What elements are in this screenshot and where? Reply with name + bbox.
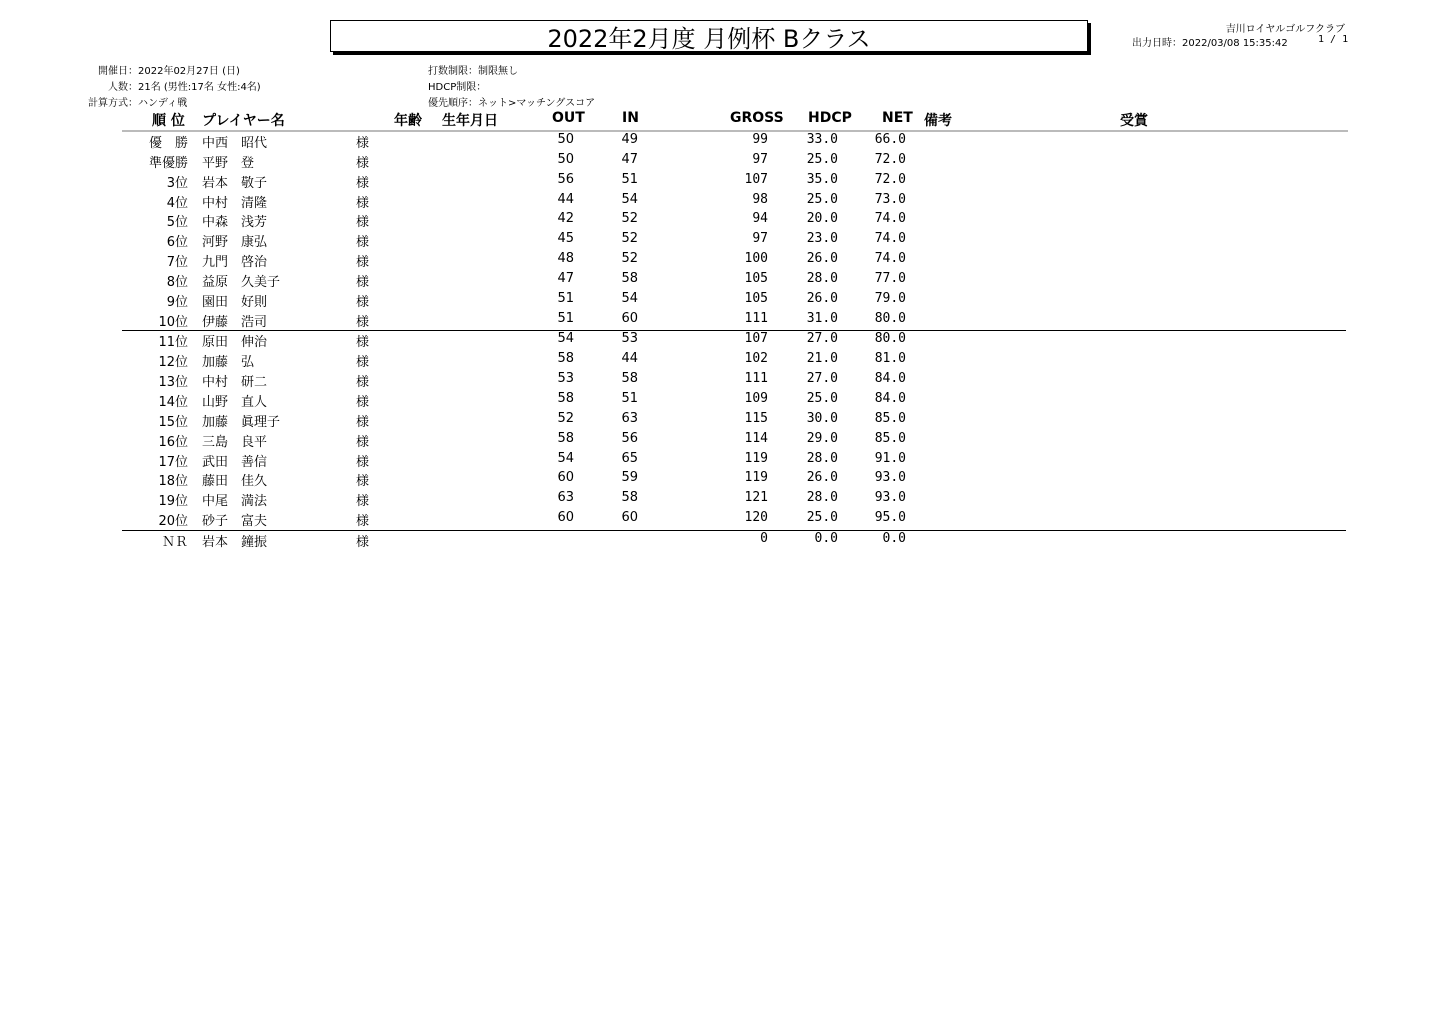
rank-cell: 20位 <box>158 514 188 530</box>
in-cell: 49 <box>621 132 638 147</box>
honorific-cell: 様 <box>356 434 370 450</box>
net-cell: 74.0 <box>874 251 906 267</box>
hdcp-cell: 26.0 <box>806 470 838 486</box>
net-cell: 85.0 <box>874 410 906 426</box>
table-row <box>122 291 1346 311</box>
honorific-cell: 様 <box>356 474 370 490</box>
header-hdcp: HDCP <box>808 110 852 126</box>
honorific-cell: 様 <box>356 454 370 470</box>
in-cell: 56 <box>621 430 638 446</box>
hdcp-cell: 0.0 <box>814 530 838 546</box>
table-row <box>122 231 1346 251</box>
net-cell: 80.0 <box>874 331 906 347</box>
header-birthdate: 生年月日 <box>442 113 498 129</box>
table-row <box>122 351 1346 371</box>
in-cell: 52 <box>621 251 638 267</box>
gross-cell: 115 <box>744 410 768 426</box>
table-row <box>122 371 1346 391</box>
rank-cell: 11位 <box>158 335 188 351</box>
net-cell: 0.0 <box>882 530 906 546</box>
hdcp-cell: 35.0 <box>806 171 838 187</box>
gross-cell: 97 <box>752 231 768 247</box>
out-cell: 60 <box>557 510 574 526</box>
table-row <box>122 271 1346 291</box>
hdcp-cell: 26.0 <box>806 290 838 306</box>
player-name-cell: 九門 啓治 <box>202 255 268 271</box>
meta-date-label: 開催日： <box>98 66 138 77</box>
player-name-cell: 藤田 佳久 <box>202 474 268 490</box>
meta-calc-value: ハンディ戦 <box>138 98 188 109</box>
rank-cell: 16位 <box>158 434 188 450</box>
in-cell: 44 <box>621 351 638 367</box>
meta-calc <box>82 94 187 109</box>
header-age: 年齢 <box>394 113 422 129</box>
net-cell: 81.0 <box>874 351 906 367</box>
gross-cell: 111 <box>744 371 768 387</box>
gross-cell: 109 <box>744 390 768 406</box>
honorific-cell: 様 <box>356 414 370 430</box>
in-cell: 53 <box>621 331 638 347</box>
net-cell: 93.0 <box>874 470 906 486</box>
rank-cell: 9位 <box>166 294 188 310</box>
rank-cell: 6位 <box>166 235 188 251</box>
net-cell: 84.0 <box>874 371 906 387</box>
out-cell: 58 <box>557 430 574 446</box>
player-name-cell: 園田 好則 <box>202 294 268 310</box>
player-name-cell: 益原 久美子 <box>202 274 281 290</box>
honorific-cell: 様 <box>356 235 370 251</box>
table-header <box>122 110 1348 132</box>
net-cell: 93.0 <box>874 490 906 506</box>
player-name-cell: 中村 研二 <box>202 375 268 391</box>
honorific-cell: 様 <box>356 294 370 310</box>
out-cell: 50 <box>557 132 574 147</box>
rank-cell: 12位 <box>158 355 188 371</box>
out-cell: 51 <box>557 290 574 306</box>
out-cell: 54 <box>557 450 574 466</box>
gross-cell: 114 <box>744 430 768 446</box>
out-cell: 63 <box>557 490 574 506</box>
table-row <box>122 132 1346 152</box>
honorific-cell: 様 <box>356 494 370 510</box>
table-row <box>122 510 1346 531</box>
hdcp-cell: 25.0 <box>806 191 838 207</box>
honorific-cell: 様 <box>356 534 370 550</box>
gross-cell: 107 <box>744 171 768 187</box>
gross-cell: 98 <box>752 191 768 207</box>
header-rank: 順 位 <box>152 113 185 129</box>
table-row <box>122 331 1346 351</box>
rank-cell: 5位 <box>166 215 188 231</box>
out-cell: 48 <box>557 251 574 267</box>
page-number: 1 / 1 <box>1318 34 1349 45</box>
hdcp-cell: 27.0 <box>806 371 838 387</box>
rank-cell: 19位 <box>158 494 188 510</box>
hdcp-cell: 26.0 <box>806 251 838 267</box>
net-cell: 73.0 <box>874 191 906 207</box>
hdcp-cell: 31.0 <box>806 310 838 326</box>
meta-priority: 優先順序：ネット>マッチングスコア <box>428 98 596 109</box>
honorific-cell: 様 <box>356 375 370 391</box>
net-cell: 80.0 <box>874 310 906 326</box>
table-row <box>122 451 1346 471</box>
table-row <box>122 470 1346 490</box>
meta-people-label: 人数： <box>108 82 138 93</box>
in-cell: 58 <box>621 490 638 506</box>
header-player-name: プレイヤー名 <box>202 113 285 129</box>
hdcp-cell: 25.0 <box>806 390 838 406</box>
gross-cell: 102 <box>744 351 768 367</box>
gross-cell: 105 <box>744 290 768 306</box>
hdcp-cell: 28.0 <box>806 490 838 506</box>
honorific-cell: 様 <box>356 394 370 410</box>
header-award: 受賞 <box>1120 113 1148 129</box>
gross-cell: 0 <box>760 530 768 546</box>
table-row <box>122 251 1346 271</box>
table-row <box>122 211 1346 231</box>
table-row <box>122 391 1346 411</box>
hdcp-cell: 29.0 <box>806 430 838 446</box>
out-cell: 56 <box>557 171 574 187</box>
player-name-cell: 原田 伸治 <box>202 335 268 351</box>
out-cell: 42 <box>557 211 574 227</box>
gross-cell: 94 <box>752 211 768 227</box>
results-table <box>122 132 1346 551</box>
gross-cell: 105 <box>744 270 768 286</box>
report-title: 2022年2月度 月例杯 Bクラス <box>330 20 1088 52</box>
rank-cell: 10位 <box>158 314 188 330</box>
player-name-cell: 中尾 満法 <box>202 494 268 510</box>
in-cell: 51 <box>621 390 638 406</box>
honorific-cell: 様 <box>356 175 370 191</box>
hdcp-cell: 28.0 <box>806 450 838 466</box>
hdcp-cell: 21.0 <box>806 351 838 367</box>
honorific-cell: 様 <box>356 274 370 290</box>
honorific-cell: 様 <box>356 195 370 211</box>
in-cell: 58 <box>621 270 638 286</box>
hdcp-cell: 28.0 <box>806 270 838 286</box>
meta-hdcp-limit: HDCP制限： <box>428 82 487 93</box>
hdcp-cell: 30.0 <box>806 410 838 426</box>
honorific-cell: 様 <box>356 355 370 371</box>
in-cell: 58 <box>621 371 638 387</box>
rank-cell: 7位 <box>166 255 188 271</box>
net-cell: 77.0 <box>874 270 906 286</box>
gross-cell: 97 <box>752 151 768 167</box>
out-cell: 45 <box>557 231 574 247</box>
header-net: NET <box>882 110 913 126</box>
hdcp-cell: 27.0 <box>806 331 838 347</box>
player-name-cell: 加藤 弘 <box>202 355 255 371</box>
net-cell: 74.0 <box>874 211 906 227</box>
gross-cell: 121 <box>744 490 768 506</box>
player-name-cell: 中西 昭代 <box>202 136 268 151</box>
meta-people <box>82 78 261 93</box>
hdcp-cell: 25.0 <box>806 151 838 167</box>
player-name-cell: 岩本 敬子 <box>202 175 268 191</box>
out-cell: 54 <box>557 331 574 347</box>
honorific-cell: 様 <box>356 514 370 530</box>
rank-cell: 14位 <box>158 394 188 410</box>
in-cell: 63 <box>621 410 638 426</box>
rank-cell: 8位 <box>166 274 188 290</box>
out-cell: 58 <box>557 351 574 367</box>
in-cell: 51 <box>621 171 638 187</box>
out-cell: 60 <box>557 470 574 486</box>
header-gross: GROSS <box>730 110 784 126</box>
meta-date <box>82 62 240 77</box>
out-cell: 51 <box>557 310 574 326</box>
honorific-cell: 様 <box>356 136 370 151</box>
out-cell: 44 <box>557 191 574 207</box>
in-cell: 59 <box>621 470 638 486</box>
hdcp-cell: 23.0 <box>806 231 838 247</box>
table-row <box>122 311 1346 332</box>
rank-cell: 3位 <box>166 175 188 191</box>
honorific-cell: 様 <box>356 314 370 330</box>
header-remarks: 備考 <box>924 113 952 129</box>
player-name-cell: 中森 浅芳 <box>202 215 268 231</box>
gross-cell: 107 <box>744 331 768 347</box>
hdcp-cell: 33.0 <box>806 132 838 147</box>
gross-cell: 111 <box>744 310 768 326</box>
player-name-cell: 加藤 眞理子 <box>202 414 281 430</box>
in-cell: 65 <box>621 450 638 466</box>
rank-cell: 18位 <box>158 474 188 490</box>
rank-cell: 17位 <box>158 454 188 470</box>
rank-cell: 13位 <box>158 375 188 391</box>
in-cell: 54 <box>621 290 638 306</box>
in-cell: 52 <box>621 211 638 227</box>
net-cell: 72.0 <box>874 151 906 167</box>
net-cell: 79.0 <box>874 290 906 306</box>
rank-cell: 準優勝 <box>148 155 188 171</box>
player-name-cell: 山野 直人 <box>202 394 268 410</box>
honorific-cell: 様 <box>356 255 370 271</box>
player-name-cell: 砂子 富夫 <box>202 514 268 530</box>
in-cell: 60 <box>621 510 638 526</box>
table-row <box>122 192 1346 212</box>
net-cell: 91.0 <box>874 450 906 466</box>
gross-cell: 100 <box>744 251 768 267</box>
net-cell: 85.0 <box>874 430 906 446</box>
meta-people-value: 21名 (男性:17名 女性:4名) <box>138 82 261 93</box>
net-cell: 66.0 <box>874 132 906 147</box>
output-datetime: 出力日時：2022/03/08 15:35:42 <box>1132 38 1288 49</box>
in-cell: 47 <box>621 151 638 167</box>
meta-stroke-limit: 打数制限：制限無し <box>428 66 518 77</box>
table-row <box>122 411 1346 431</box>
club-name: 吉川ロイヤルゴルフクラブ <box>1225 24 1345 35</box>
gross-cell: 99 <box>752 132 768 147</box>
out-cell: 52 <box>557 410 574 426</box>
gross-cell: 119 <box>744 470 768 486</box>
table-row <box>122 172 1346 192</box>
table-row <box>122 490 1346 510</box>
out-cell: 58 <box>557 390 574 406</box>
hdcp-cell: 25.0 <box>806 510 838 526</box>
out-cell: 50 <box>557 151 574 167</box>
in-cell: 60 <box>621 310 638 326</box>
net-cell: 74.0 <box>874 231 906 247</box>
out-cell: 53 <box>557 371 574 387</box>
table-row <box>122 531 1346 551</box>
player-name-cell: 中村 清隆 <box>202 195 268 211</box>
in-cell: 54 <box>621 191 638 207</box>
net-cell: 84.0 <box>874 390 906 406</box>
rank-cell: ＮＲ <box>161 534 188 550</box>
player-name-cell: 三島 良平 <box>202 434 268 450</box>
in-cell: 52 <box>621 231 638 247</box>
header-out: OUT <box>552 110 585 126</box>
out-cell: 47 <box>557 270 574 286</box>
player-name-cell: 岩本 鐘振 <box>202 534 268 550</box>
rank-cell: 優 勝 <box>148 136 188 151</box>
gross-cell: 120 <box>744 510 768 526</box>
rank-cell: 4位 <box>166 195 188 211</box>
gross-cell: 119 <box>744 450 768 466</box>
player-name-cell: 伊藤 浩司 <box>202 314 268 330</box>
player-name-cell: 河野 康弘 <box>202 235 268 251</box>
table-row <box>122 431 1346 451</box>
net-cell: 95.0 <box>874 510 906 526</box>
hdcp-cell: 20.0 <box>806 211 838 227</box>
honorific-cell: 様 <box>356 335 370 351</box>
table-row <box>122 152 1346 172</box>
player-name-cell: 平野 登 <box>202 155 255 171</box>
net-cell: 72.0 <box>874 171 906 187</box>
meta-date-value: 2022年02月27日 (日) <box>138 66 240 77</box>
rank-cell: 15位 <box>158 414 188 430</box>
header-in: IN <box>622 110 639 126</box>
honorific-cell: 様 <box>356 155 370 171</box>
meta-calc-label: 計算方式： <box>88 98 138 109</box>
honorific-cell: 様 <box>356 215 370 231</box>
player-name-cell: 武田 善信 <box>202 454 268 470</box>
